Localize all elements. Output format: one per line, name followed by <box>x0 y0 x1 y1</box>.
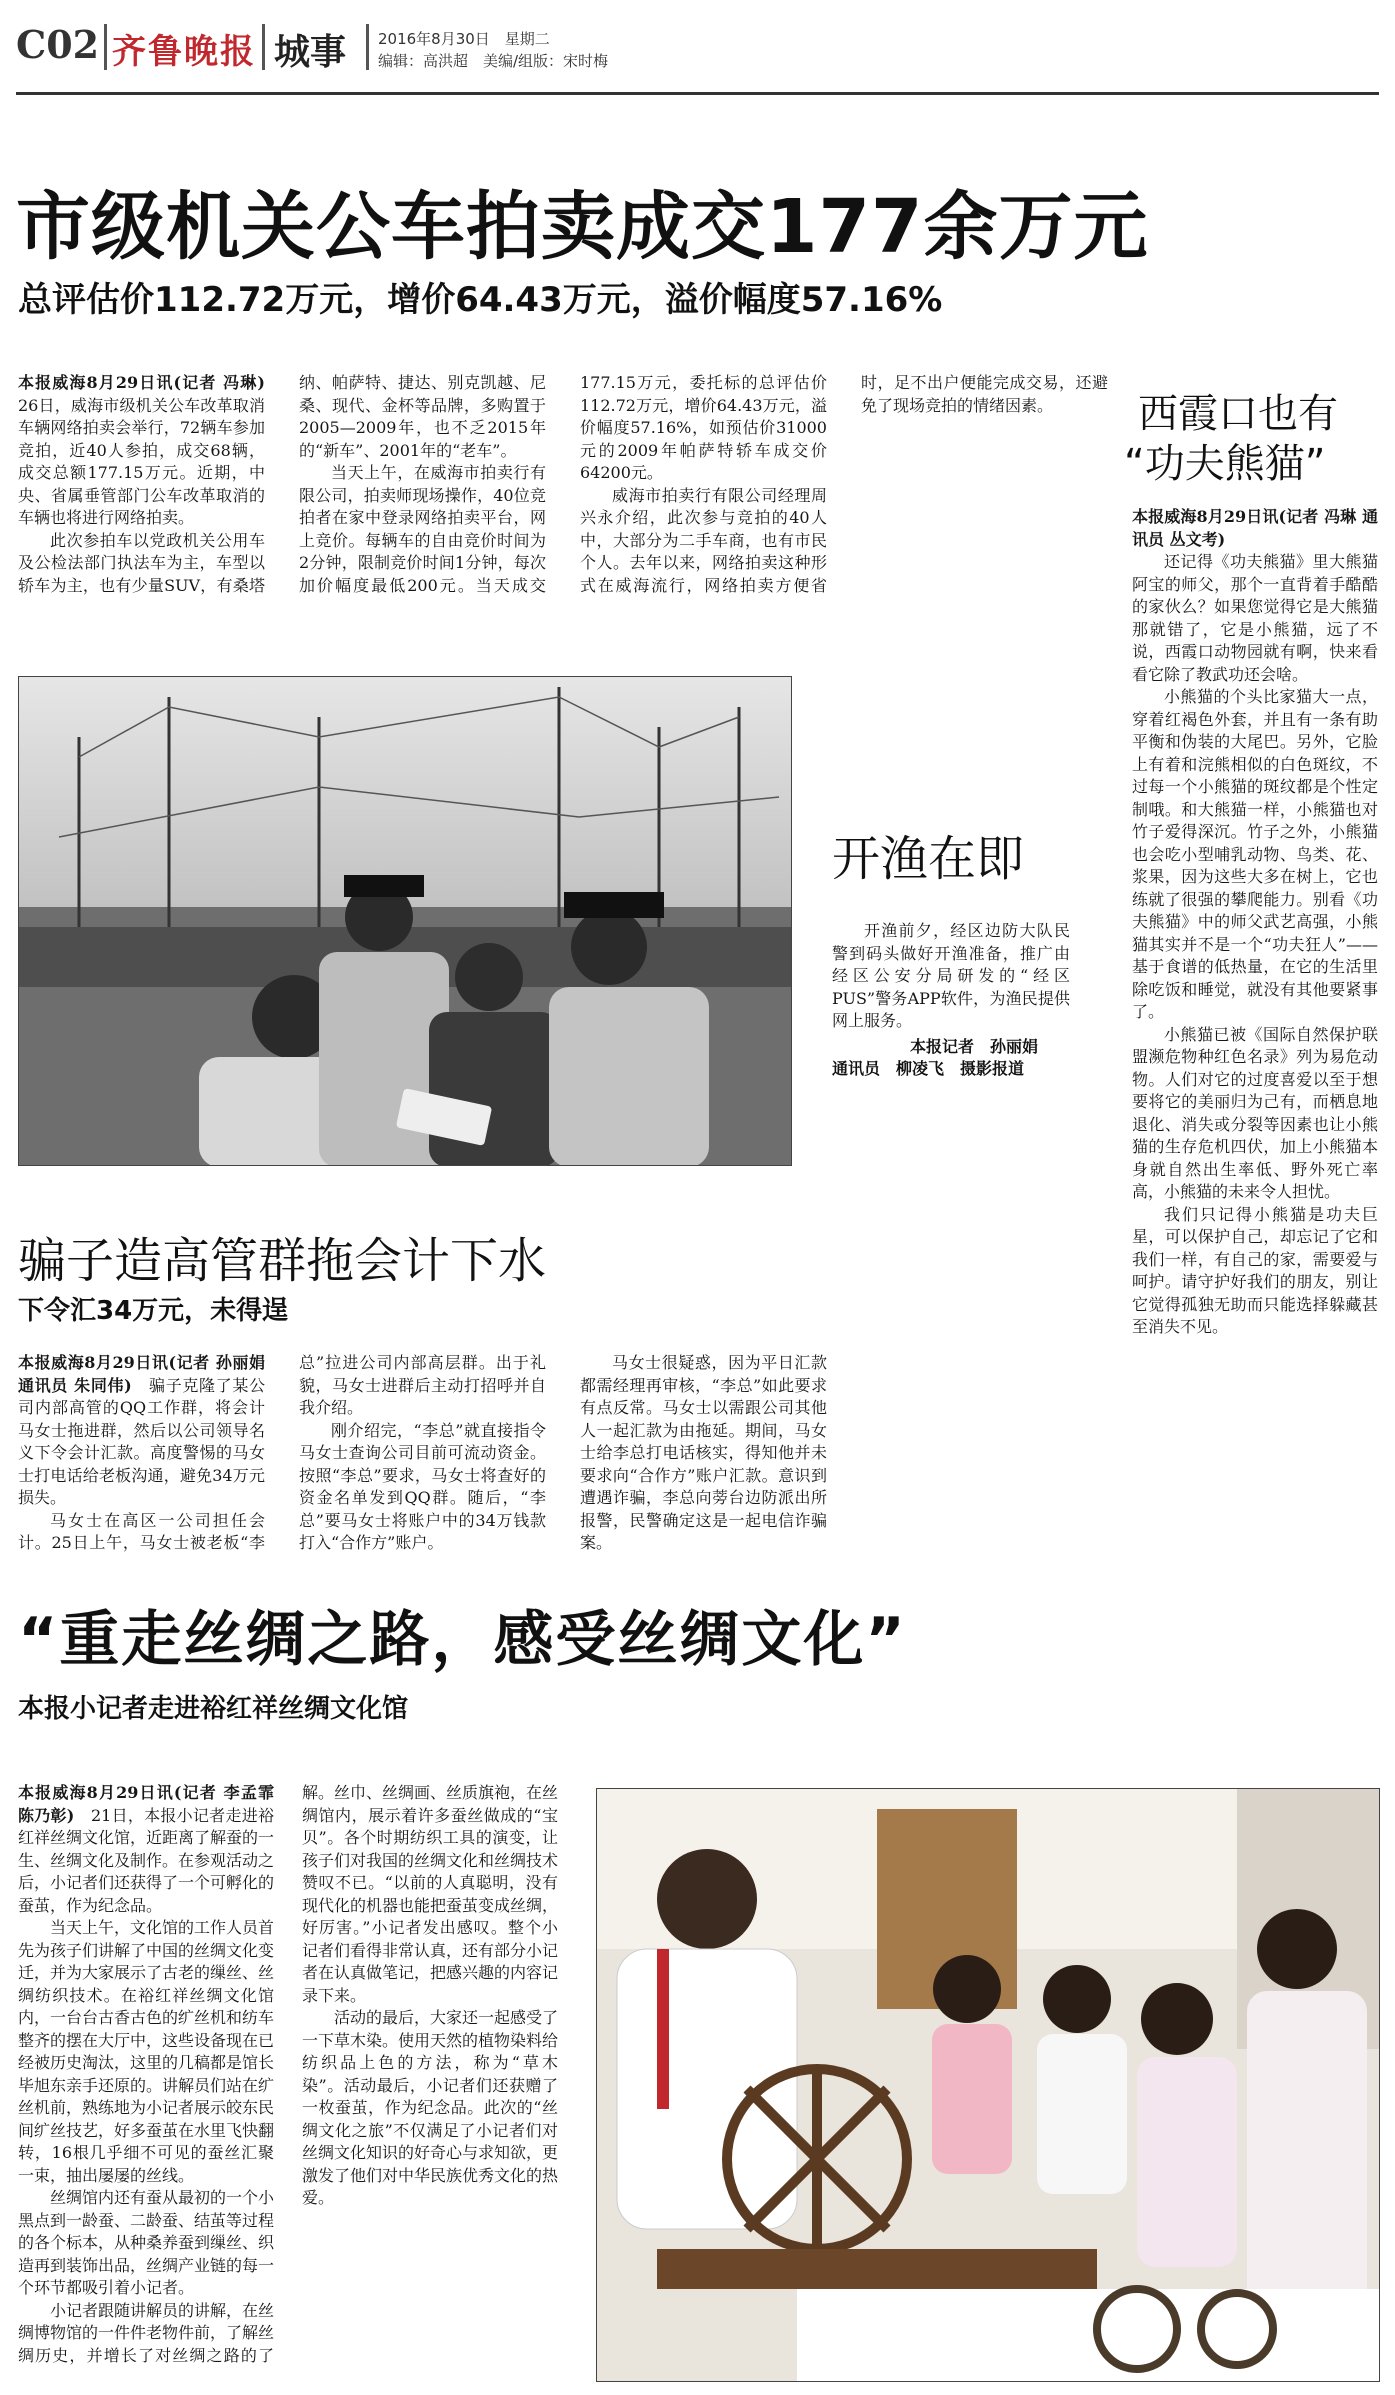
headline-silk-road: “重走丝绸之路，感受丝绸文化” <box>18 1605 907 1675</box>
page-number: C02 <box>16 22 100 67</box>
headline-red-panda-line2: “功夫熊猫” <box>1124 441 1326 487</box>
article-silk-road <box>18 1782 558 2382</box>
header-divider <box>366 24 369 70</box>
article-paragraph: 本报威海8月29日讯(记者 孙丽娟 通讯员 朱同伟) 骗子克隆了某公司内部高管的QQ工作群，将会计马女士拖进群，然后以公司领导名义下令会计汇款。高度警惕的马女士打电话给老板沟通，避免34万元损失。 <box>18 1353 265 1507</box>
article-paragraph: 小熊猫已被《国际自然保护联盟濒危物种红色名录》列为易危动物。人们对它的过度喜爱以至于想要将它的美丽归为己有，而栖息地退化、消失或分裂等因素也让小熊猫的生存危机四伏，加上小熊猫本身就自然出生率低、野外死亡率高，小熊猫的未来令人担忧。 <box>1132 1024 1378 1201</box>
dateline: 本报威海8月29日讯(记者 冯琳) <box>18 373 265 392</box>
paper-logo: 齐鲁晚报 <box>112 32 256 72</box>
header-divider <box>262 24 265 70</box>
editors-line: 编辑：高洪超 美编/组版：宋时梅 <box>378 52 609 70</box>
article-paragraph: 小记者跟随讲解员的讲解，在丝绸博物馆的一件件老物件前，了解丝绸历史，并增长了对丝绸之路的了解。丝巾、丝绸画、丝质旗袍，在丝绸馆内，展示着许多蚕丝做成的“宝贝”。各个时期纺织工具的演变，让孩子们对我国的丝绸文化和丝绸技术赞叹不已。“以前的人真聪明，没有现代化的机器也能把蚕茧变成丝绸，好厉害。”小记者发出感叹。整个小记者们看得非常认真，还有部分小记者在认真做笔记，把感兴趣的内容记录下来。 <box>18 1783 558 2365</box>
issue-date: 2016年8月30日 星期二 <box>378 30 550 48</box>
section-name: 城事 <box>274 32 347 73</box>
article-paragraph: 活动的最后，大家还一起感受了一下草木染。使用天然的植物染料给纺织品上色的方法，称为“草木染”。活动最后，小记者们还获赠了一枚蚕茧，作为纪念品。此次的“丝绸文化之旅”不仅满足了小记者们对丝绸文化知识的好奇心与求知欲，更激发了他们对中华民族优秀文化的热爱。 <box>302 2008 558 2207</box>
subhead-scam: 下令汇34万元，未得逞 <box>18 1296 289 1326</box>
photo-caption-title: 开渔在即 <box>832 831 1025 887</box>
article-paragraph: 本报威海8月29日讯(记者 冯琳) 26日，威海市级机关公车改革取消车辆网络拍卖会举行，72辆车参加竞拍，近40人参拍，成交68辆，成交总额177.15万元。近期，中央、省属垂管部门公车改革取消的车辆也将进行网络拍卖。 <box>18 373 265 527</box>
headline-scam: 骗子造高管群拖会计下水 <box>18 1233 547 1289</box>
article-paragraph: 还记得《功夫熊猫》里大熊猫阿宝的师父，那个一直背着手酷酷的家伙么？如果您觉得它是大熊猫那就错了，它是小熊猫，远了不说，西霞口动物园就有啊，快来看看它除了教武功还会啥。 <box>1132 552 1378 684</box>
photo-caption <box>832 920 1070 1033</box>
article-scam <box>18 1352 1108 1557</box>
header-divider <box>104 24 107 70</box>
article-car-auction <box>18 372 1108 617</box>
article-paragraph: 小熊猫的个头比家猫大一点，穿着红褐色外套，并且有一条有助平衡和伪装的大尾巴。另外，它脸上有着和浣熊相似的白色斑纹，不过每一个小熊猫的斑纹都是个性定制哦。和大熊猫一样，小熊猫也对竹子爱得深沉。竹子之外，小熊猫也会吃小型哺乳动物、鸟类、花、浆果，因为这些大多在树上，它也练就了很强的攀爬能力。别看《功夫熊猫》中的师父武艺高强，小熊猫其实并不是一个“功夫狂人”——基于食谱的低热量，在它的生活里除吃饭和睡觉，就没有其他要紧事了。 <box>1132 687 1378 1021</box>
article-paragraph: 马女士很疑惑，因为平日汇款都需经理再审核，“李总”如此要求有点反常。马女士以需跟公司其他人一起汇款为由拖延。期间，马女士给李总打电话核实，得知他并未要求向“合作方”账户汇款。意识到遭遇诈骗，李总向蒡台边防派出所报警，民警确定这是一起电信诈骗案。 <box>580 1353 827 1552</box>
article-paragraph: 当天上午，在威海市拍卖行有限公司，拍卖师现场操作，40位竞拍者在家中登录网络拍卖平台，网上竞价。每辆车的自由竞价时间为2分钟，限制竞价时间1分钟，每次加价幅度最低200元。当天成交177.15万元，委托标的总评估价112.72万元，增价64.43万元，溢价幅度57.16%，如预估价31000元的2009年帕萨特轿车成交价64200元。 <box>299 373 827 595</box>
article-red-panda <box>1132 506 1378 1546</box>
article-paragraph: 威海市拍卖行有限公司经理周兴永介绍，此次参与竞拍的40人中，大部分为二手车商，也有市民个人。去年以来，网络拍卖这种形式在威海流行，网络拍卖方便省时，足不出户便能完成交易，还避免了现场竞拍的情绪因素。 <box>580 373 1108 595</box>
dateline: 本报威海8月29日讯(记者 冯琳 通讯员 丛文考) <box>1132 507 1378 549</box>
photo-fishing-port <box>18 676 792 1166</box>
headline-red-panda-line1: 西霞口也有 <box>1138 391 1338 437</box>
dateline: 本报威海8月29日讯(记者 孙丽娟 通讯员 朱同伟) <box>18 1353 265 1395</box>
photo-credit-line2: 通讯员 柳凌飞 摄影报道 <box>832 1059 1025 1078</box>
article-paragraph: 此次参拍车以党政机关公用车及公检法部门执法车为主，车型以轿车为主，也有少量SUV，有桑塔纳、帕萨特、捷达、别克凯越、尼桑、现代、金杯等品牌，多购置于2005—2009年，也不乏2015年的“新车”、2001年的“老车”。 <box>18 373 546 595</box>
subhead-car-auction: 总评估价112.72万元，增价64.43万元，溢价幅度57.16% <box>18 280 943 320</box>
caption-text: 开渔前夕，经区边防大队民警到码头做好开渔准备，推广由经区公安分局研发的“经区PUS”警务APP软件，为渔民提供网上服务。 <box>832 921 1070 1030</box>
article-paragraph <box>1132 506 1378 551</box>
article-paragraph: 刚介绍完，“李总”就直接指令马女士查询公司目前可流动资金。按照“李总”要求，马女士将查好的资金名单发到QQ群。随后，“李总”要马女士将账户中的34万钱款打入“合作方”账户。 <box>299 1420 546 1552</box>
header-rule <box>16 92 1379 95</box>
article-paragraph: 当天上午，文化馆的工作人员首先为孩子们讲解了中国的丝绸文化变迁，并为大家展示了古老的缫丝、丝绸纺织技术。在裕红祥丝绸文化馆内，一台台古香古色的纩丝机和纺车整齐的摆在大厅中，这些设备现在已经被历史淘汰，这里的几稿都是馆长毕旭东亲手还原的。讲解员们站在纩丝机前，熟练地为小记者展示皎东民间纩丝技艺，好多蚕茧在水里飞快翻转，16根几乎细不可见的蚕丝汇聚一束，抽出屡屡的丝线。 <box>18 1918 275 2185</box>
dateline: 本报威海8月29日讯(记者 李孟霏 陈乃彰) <box>18 1783 274 1825</box>
article-paragraph: 丝绸馆内还有蚕从最初的一个小黑点到一龄蚕、二龄蚕、结茧等过程的各个标本，从种桑养蚕到缫丝、织造再到装饰出品，丝绸产业链的每一个环节都吸引着小记者。 <box>18 2188 275 2297</box>
photo-credit-line1: 本报记者 孙丽娟 <box>910 1037 1039 1056</box>
article-paragraph: 我们只记得小熊猫是功夫巨星，可以保护自己，却忘记了它和我们一样，有自己的家，需要爱与呵护。请守护好我们的朋友，别让它觉得孤独无助而只能选择躲藏甚至消失不见。 <box>1132 1204 1378 1336</box>
subhead-silk-road: 本报小记者走进裕红祥丝绸文化馆 <box>18 1694 409 1724</box>
headline-car-auction: 市级机关公车拍卖成交177余万元 <box>16 184 1149 270</box>
article-paragraph: 本报威海8月29日讯(记者 李孟霏 陈乃彰) 21日，本报小记者走进裕红祥丝绸文化馆，近距离了解蚕的一生、丝绸文化及制作。在参观活动之后，小记者们还获得了一个可孵化的蚕茧，作为纪念品。 <box>18 1783 275 1915</box>
article-paragraph: 马女士在高区一公司担任会计。25日上午，马女士被老板“李总”拉进公司内部高层群。出于礼貌，马女士进群后主动打招呼并自我介绍。 <box>18 1353 546 1552</box>
photo-silk-museum <box>596 1788 1380 2382</box>
